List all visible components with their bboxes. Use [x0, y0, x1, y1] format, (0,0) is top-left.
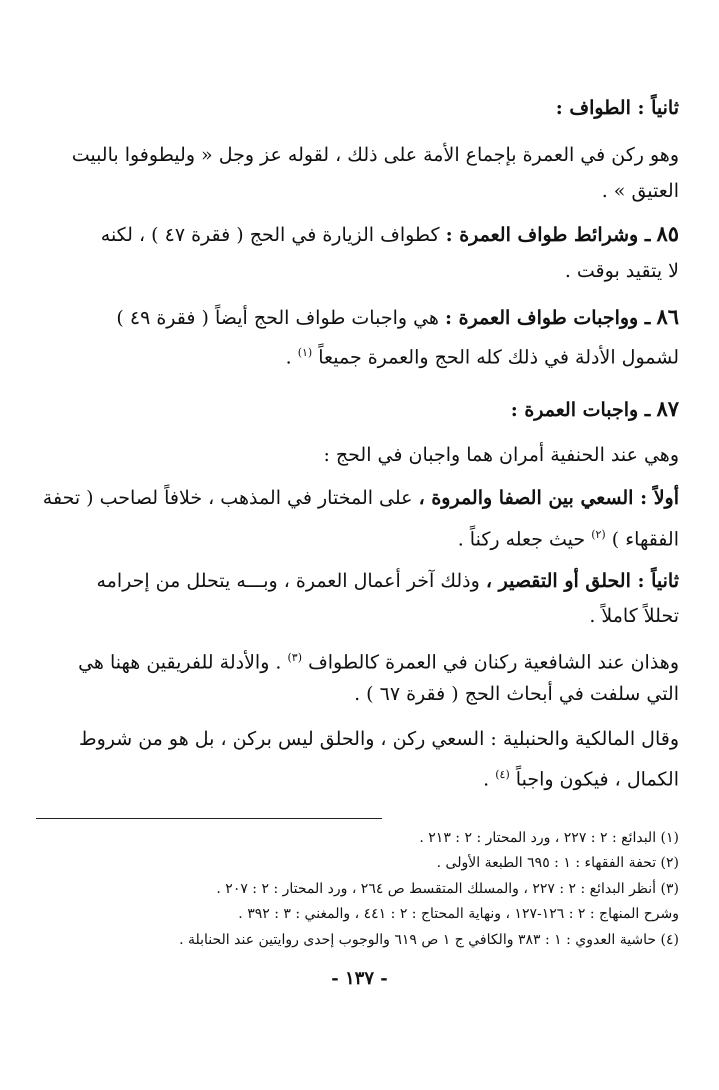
footnote-2: (٢) تحفة الفقهاء : ١ : ٦٩٥ الطبعة الأولى . [436, 855, 679, 871]
section-86-line [116, 302, 679, 333]
footnote-3-continued: وشرح المنهاج : ٢ : ١٢٦-١٢٧ ، ونهاية المحتاج : ٢ : ٤٤١ ، والمغني : ٣ : ٣٩٢ . [238, 906, 679, 922]
footnote-ref: (٢) [591, 528, 606, 541]
line-text: حيث جعله ركناً . [457, 528, 586, 551]
footnote-4: (٤) حاشية العدوي : ١ : ٣٨٣ والكافي ج ١ ص ٦١٩ والوجوب إحدى روايتين عند الحنابلة . [179, 932, 679, 948]
paragraph-line: وهي عند الحنفية أمران هما واجبان في الحج : [323, 444, 679, 466]
section-number: ٨٥ [656, 221, 679, 246]
footnote-1: (١) البدائع : ٢ : ٢٢٧ ، ورد المحتار : ٢ : ٢١٣ . [419, 830, 679, 846]
line-text: وهذان عند الشافعية ركنان في العمرة كالطواف [308, 651, 679, 674]
section-title: ـ واجبات العمرة : [510, 399, 651, 421]
item-first-line [43, 483, 679, 513]
item-label: أولاً : السعي بين الصفا والمروة ، [418, 487, 679, 509]
line-text: الكمال ، فيكون واجباً [515, 768, 679, 791]
section-text: كطواف الزيارة في الحج ( فقرة ٤٧ ) ، لكنه [100, 224, 440, 246]
footnote-3: (٣) أنظر البدائع : ٢ : ٢٢٧ ، والمسلك المتقسط ص ٢٦٤ ، ورد المحتار : ٢ : ٢٠٧ . [216, 881, 679, 897]
paragraph-line [483, 760, 679, 794]
paragraph-line [458, 520, 679, 554]
section-87-heading [511, 394, 679, 425]
line-text: لشمول الأدلة في ذلك كله الحج والعمرة جميعاً [318, 346, 679, 369]
paragraph-line: التي سلفت في أبحاث الحج ( فقرة ٦٧ ) . [354, 683, 679, 705]
footnote-ref: (٤) [495, 768, 510, 781]
line-text: . [483, 768, 490, 791]
footnote-ref: (٣) [287, 651, 303, 664]
line-text: . [285, 346, 292, 369]
paragraph-line: وهو ركن في العمرة بإجماع الأمة على ذلك ، لقوله عز وجل « وليطوفوا بالبيت [71, 144, 679, 166]
paragraph-line [78, 643, 679, 677]
section-85-line [101, 219, 679, 250]
item-text: على المختار في المذهب ، خلافاً لصاحب ( تحفة [42, 487, 413, 509]
line-text: . والأدلة للفريقين ههنا هي [78, 651, 282, 674]
section-number: ٨٧ [656, 396, 679, 421]
section-title: ـ وواجبات طواف العمرة : [444, 307, 651, 329]
section-number: ٨٦ [656, 304, 679, 329]
paragraph-line: لا يتقيد بوقت . [564, 260, 679, 282]
section-title: ـ وشرائط طواف العمرة : [445, 224, 651, 246]
heading-tawaf: ثانياً : الطواف : [555, 97, 679, 119]
item-label: ثانياً : الحلق أو التقصير ، [485, 570, 679, 592]
paragraph-line: وقال المالكية والحنبلية : السعي ركن ، والحلق ليس بركن ، بل هو من شروط [79, 728, 679, 750]
line-text: الفقهاء ) [611, 528, 679, 551]
paragraph-line: تحللاً كاملاً . [589, 605, 679, 627]
item-text: وذلك آخر أعمال العمرة ، وبـــه يتحلل من إحرامه [96, 570, 480, 592]
footnote-separator [36, 818, 382, 819]
paragraph-line [286, 338, 679, 372]
item-second-line [96, 566, 679, 596]
paragraph-line: العتيق » . [601, 180, 679, 202]
footnote-ref: (١) [297, 346, 313, 359]
section-text: هي واجبات طواف الحج أيضاً ( فقرة ٤٩ ) [116, 307, 439, 329]
page-number: - ١٣٧ - [331, 968, 388, 989]
